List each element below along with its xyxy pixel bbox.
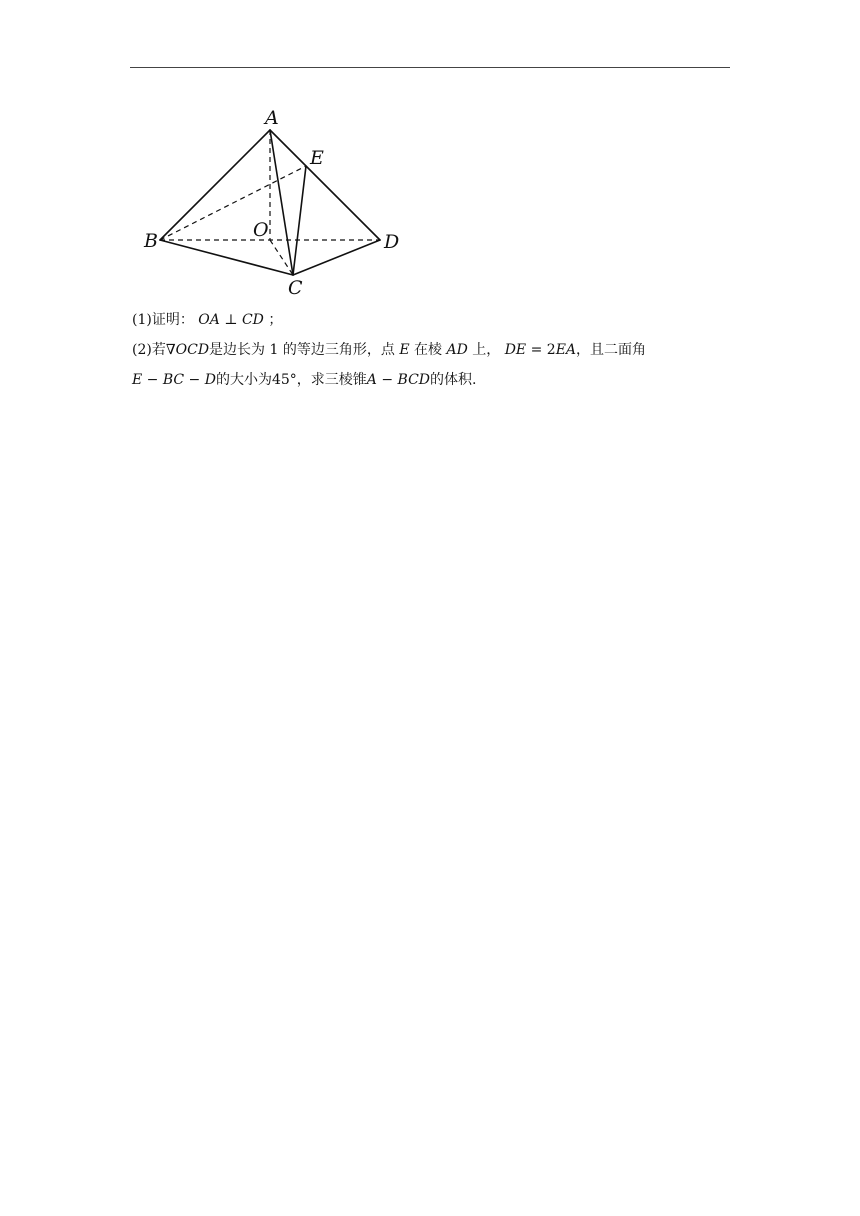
perpendicular-symbol: ⊥ [224,312,238,328]
eq-rhs: EA [555,342,577,358]
q1-segment-cd: CD [241,312,264,328]
vertex-label-o: O [253,219,269,241]
edge-cd [293,240,380,275]
question-2-line-1 [132,340,646,360]
q2-text-7: 的体积. [430,372,477,388]
dihedral-angle-name: E − BC − D [132,372,216,388]
triangle-symbol: ∇ [165,342,176,358]
q2-text-1: 是边长为 1 的等边三角形，点 [209,342,400,358]
q1-segment-oa: OA [198,312,220,328]
q2-text-3: 上， [467,342,501,358]
vertex-label-e: E [310,147,324,169]
q2-text-5: 的大小为 [215,372,272,388]
vertex-label-d: D [384,231,400,253]
pyramid-figure [130,100,430,300]
q2-text-4: ，且二面角 [576,342,647,358]
header-rule [130,67,730,68]
edge-ac [270,130,293,275]
pyramid-name: A − BCD [366,372,431,388]
angle-value: 45° [271,372,297,388]
triangle-name: OCD [175,342,210,358]
vertex-label-a: A [265,107,279,129]
point-e: E [399,342,410,358]
edge-ce [293,166,306,275]
eq-lhs: DE [504,342,527,358]
q2-text-2: 在棱 [409,342,447,358]
vertex-label-c: C [288,277,303,299]
pyramid-diagram [130,100,430,300]
eq-sign: = 2 [526,342,556,358]
question-2-line-2 [132,370,476,390]
vertex-label-b: B [144,230,158,252]
edge-be-dashed [160,166,306,240]
q2-text-6: ，求三棱锥 [296,372,367,388]
edge-ad-name: AD [446,342,468,358]
edge-bc [160,240,293,275]
question-1 [132,310,282,330]
q1-suffix: ； [268,312,283,328]
edge-ad [270,130,380,240]
q2-prefix: (2)若 [132,342,166,358]
q1-prefix: (1)证明： [132,312,194,328]
